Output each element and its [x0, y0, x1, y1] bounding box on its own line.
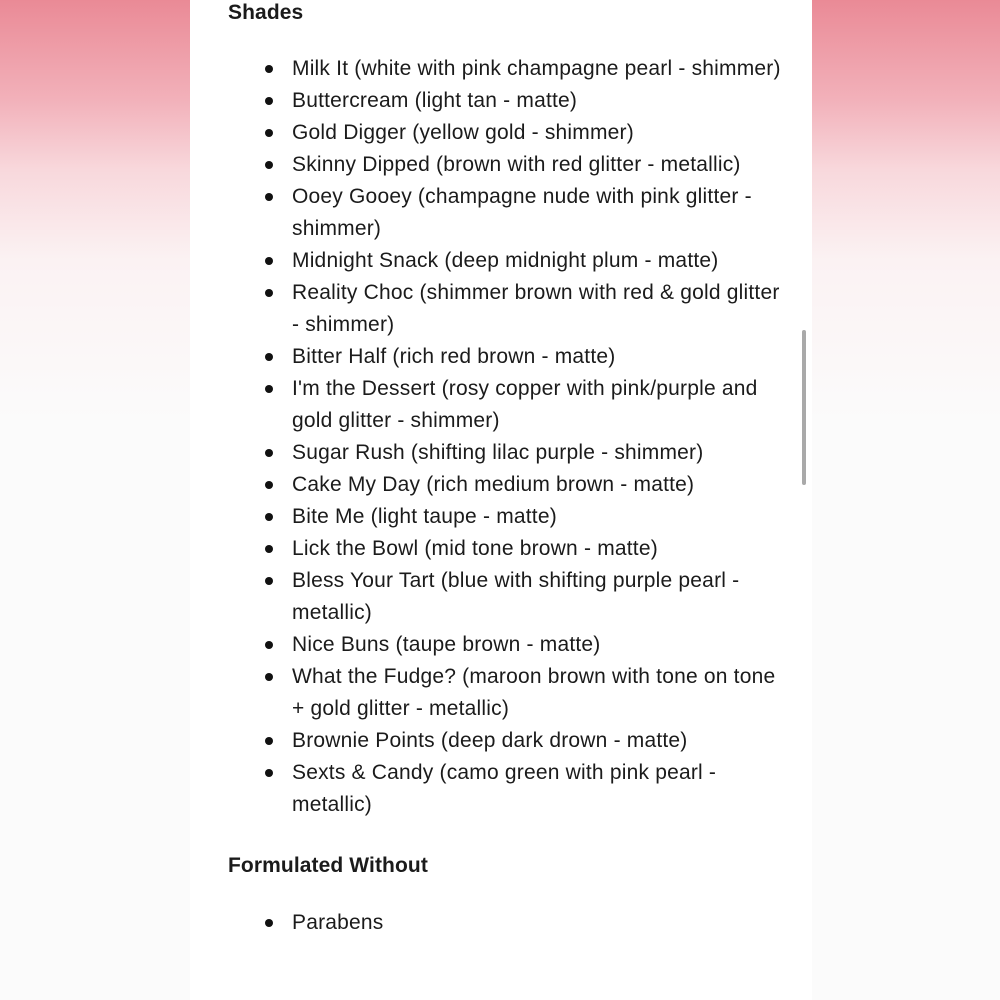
bullet-icon	[265, 353, 273, 361]
list-item	[228, 277, 788, 341]
bullet-icon	[265, 161, 273, 169]
bullet-icon	[265, 289, 273, 297]
list-item	[228, 533, 788, 565]
bullet-icon	[265, 257, 273, 265]
list-item	[228, 181, 788, 245]
list-item-text: Brownie Points (deep dark drown - matte)	[292, 729, 688, 752]
bullet-icon	[265, 481, 273, 489]
bullet-icon	[265, 545, 273, 553]
product-details	[228, 0, 788, 939]
list-item	[228, 373, 788, 437]
list-item-text: Ooey Gooey (champagne nude with pink glitter - shimmer)	[292, 185, 752, 240]
bullet-icon	[265, 737, 273, 745]
list-item-text: Sexts & Candy (camo green with pink pearl - metallic)	[292, 761, 717, 816]
shades-list	[228, 53, 788, 821]
list-item	[228, 469, 788, 501]
bullet-icon	[265, 129, 273, 137]
bullet-icon	[265, 193, 273, 201]
list-item	[228, 437, 788, 469]
bullet-icon	[265, 769, 273, 777]
scrollbar-thumb[interactable]	[802, 330, 806, 485]
list-item	[228, 757, 788, 821]
shades-heading: Shades	[228, 1, 304, 24]
bullet-icon	[265, 577, 273, 585]
list-item-text: I'm the Dessert (rosy copper with pink/purple and gold glitter - shimmer)	[292, 377, 758, 432]
list-item-text: Cake My Day (rich medium brown - matte)	[292, 473, 695, 496]
list-item	[228, 661, 788, 725]
list-item-text: Midnight Snack (deep midnight plum - matte)	[292, 249, 719, 272]
list-item-text: Skinny Dipped (brown with red glitter - metallic)	[292, 153, 741, 176]
bullet-icon	[265, 97, 273, 105]
list-item-text: Sugar Rush (shifting lilac purple - shimmer)	[292, 441, 704, 464]
list-item-text: Gold Digger (yellow gold - shimmer)	[292, 121, 634, 144]
bullet-icon	[265, 385, 273, 393]
list-item	[228, 565, 788, 629]
list-item-text: Reality Choc (shimmer brown with red & gold glitter - shimmer)	[292, 281, 780, 336]
list-item	[228, 245, 788, 277]
bullet-icon	[265, 641, 273, 649]
list-item	[228, 53, 788, 85]
list-item-text: Nice Buns (taupe brown - matte)	[292, 633, 601, 656]
formulated-without-list	[228, 907, 788, 939]
list-item	[228, 725, 788, 757]
bullet-icon	[265, 65, 273, 73]
formulated-without-heading: Formulated Without	[228, 854, 428, 877]
bullet-icon	[265, 513, 273, 521]
list-item	[228, 341, 788, 373]
list-item-text: Bless Your Tart (blue with shifting purple pearl - metallic)	[292, 569, 740, 624]
content-panel	[190, 0, 812, 1000]
bullet-icon	[265, 673, 273, 681]
list-item	[228, 117, 788, 149]
list-item	[228, 149, 788, 181]
list-item	[228, 85, 788, 117]
list-item-text: What the Fudge? (maroon brown with tone on tone + gold glitter - metallic)	[292, 665, 776, 720]
list-item-text: Buttercream (light tan - matte)	[292, 89, 578, 112]
list-item	[228, 501, 788, 533]
list-item-text: Bite Me (light taupe - matte)	[292, 505, 557, 528]
list-item-text: Parabens	[292, 911, 384, 934]
list-item-text: Lick the Bowl (mid tone brown - matte)	[292, 537, 658, 560]
bullet-icon	[265, 919, 273, 927]
list-item	[228, 907, 788, 939]
bullet-icon	[265, 449, 273, 457]
list-item-text: Milk It (white with pink champagne pearl - shimmer)	[292, 57, 781, 80]
list-item-text: Bitter Half (rich red brown - matte)	[292, 345, 616, 368]
list-item	[228, 629, 788, 661]
